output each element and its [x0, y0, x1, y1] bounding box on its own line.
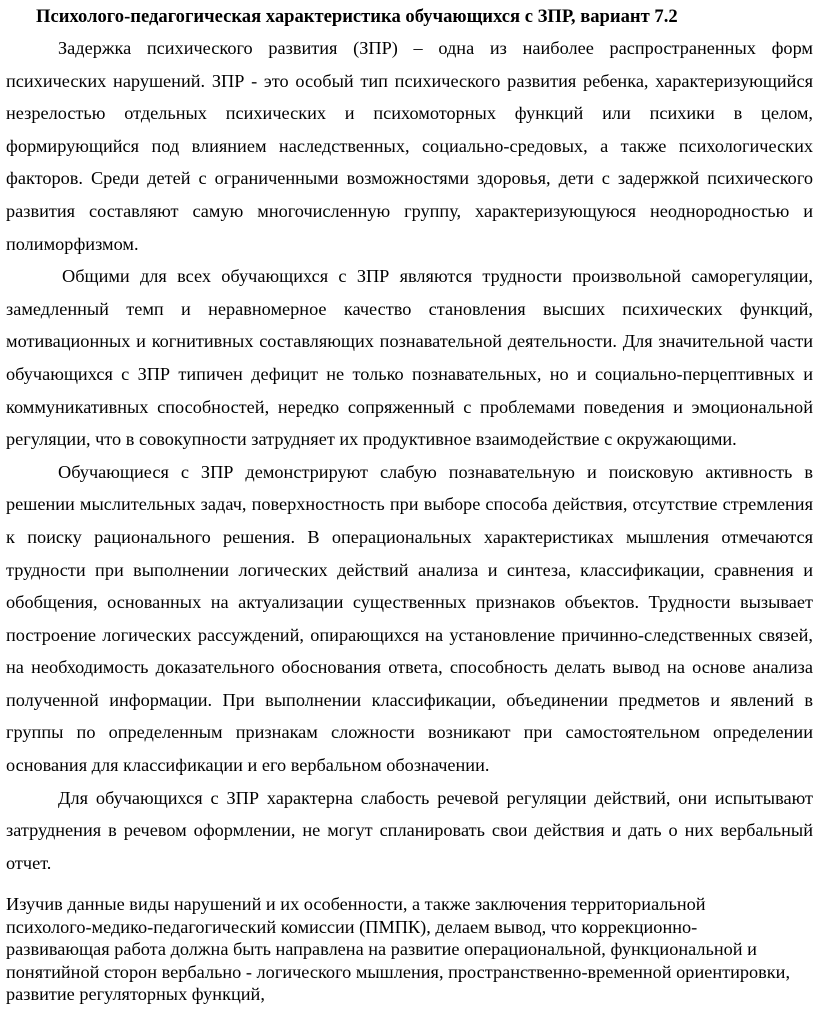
- paragraph-thinking-activity: Обучающиеся с ЗПР демонстрируют слабую познавательную и поисковую активность в решении мыслительных задач, поверхностность при выборе способа действия, отсутствие стремления к поиску рационального решения. В операциональных характеристиках мышления отмечаются трудности при выполнении логических действий анализа и синтеза, классификации, сравнения и обобщения, основанных на актуализации существенных признаков объектов. Трудности вызывает построение логических рассуждений, опирающихся на установление причинно-следственных связей, на необходимость доказательного обоснования ответа, способность делать вывод на основе анализа полученной информации. При выполнении классификации, объединении предметов и явлений в группы по определенным признакам сложности возникают при самостоятельном определении основания для классификации и его вербальном обозначении.: [6, 461, 813, 776]
- paragraph-conclusion: Изучив данные виды нарушений и их особенности, а также заключения территориальной психолого-медико-педагогический комиссии (ПМПК), делаем вывод, что коррекционно- развивающая работа должна быть направлена на развитие операциональной, функциональной и понятийной сторон вербально - логического мышления, пространственно-временной ориентировки, развитие регуляторных функций,: [6, 894, 791, 1005]
- paragraph-common-difficulties: Общими для всех обучающихся с ЗПР являются трудности произвольной саморегуляции, замедленный темп и неравномерное качество становления высших психических функций, мотивационных и когнитивных составляющих познавательной деятельности. Для значительной части обучающихся с ЗПР типичен дефицит не только познавательных, но и социально-перцептивных и коммуникативных способностей, нередко сопряженный с проблемами поведения и эмоциональной регуляции, что в совокупности затрудняет их продуктивное взаимодействие с окружающими.: [6, 266, 813, 450]
- document-page: [6, 0, 813, 1019]
- paragraph-definition: Задержка психического развития (ЗПР) – одна из наиболее распространенных форм психических нарушений. ЗПР - это особый тип психического развития ребенка, характеризующийся незрелостью отдельных психических и психомоторных функций или психики в целом, формирующийся под влиянием наследственных, социально-средовых, а также психологических факторов. Среди детей с ограниченными возможностями здоровья, дети с задержкой психического развития составляют самую многочисленную группу, характеризующуюся неоднородностью и полиморфизмом.: [6, 38, 813, 254]
- document-title: Психолого-педагогическая характеристика обучающихся с ЗПР, вариант 7.2: [36, 6, 678, 27]
- paragraph-speech-regulation: Для обучающихся с ЗПР характерна слабость речевой регуляции действий, они испытывают затруднения в речевом оформлении, не могут спланировать свои действия и дать о них вербальный отчет.: [6, 787, 813, 873]
